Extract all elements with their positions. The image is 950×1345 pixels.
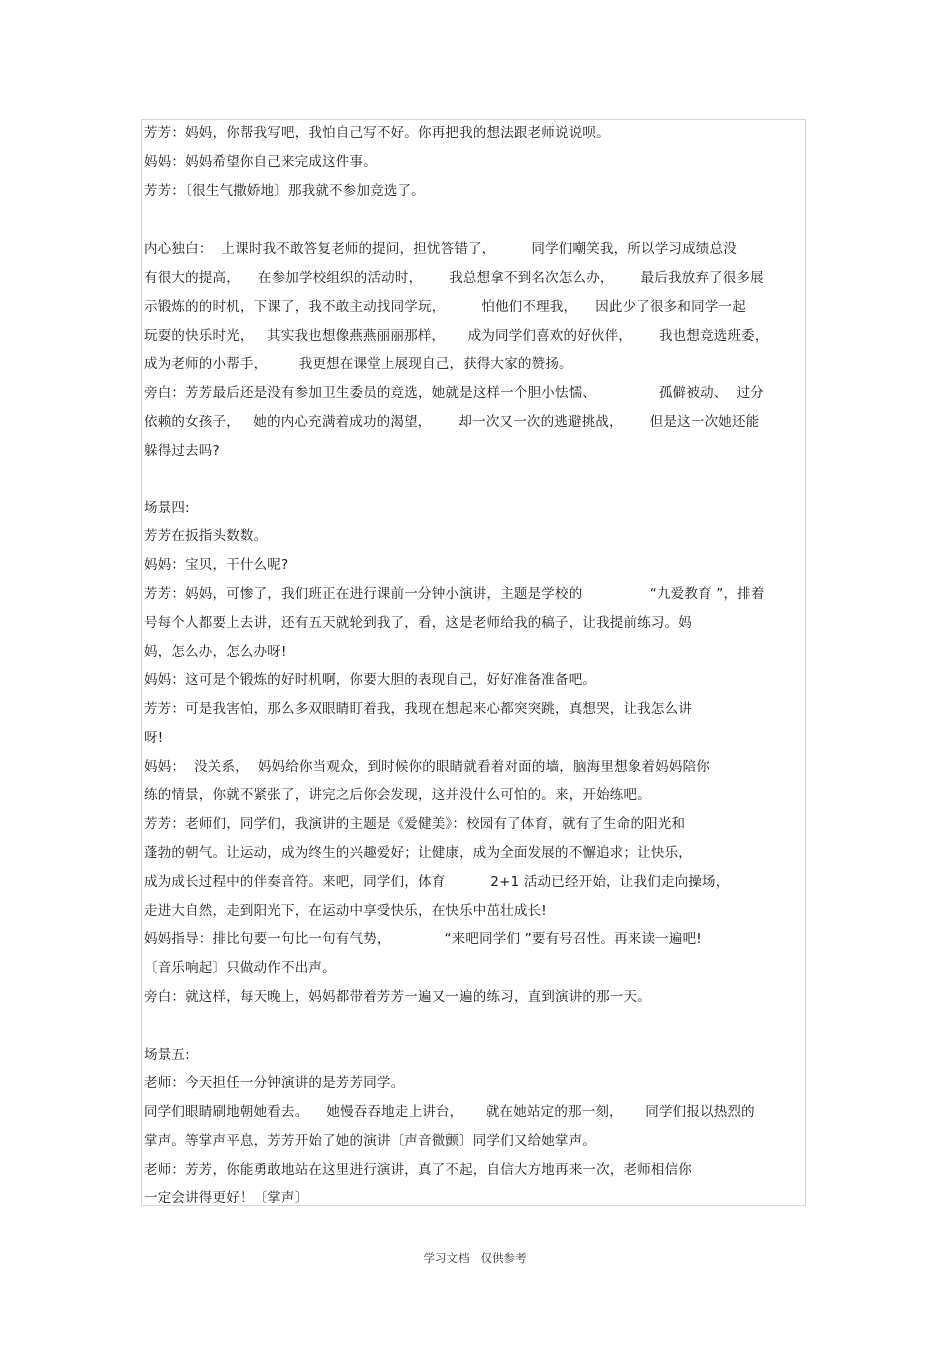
page-footer: 学习文档 仅供参考 <box>423 1251 527 1265</box>
text-line: 妈妈：宝贝，干什么呢? <box>144 557 289 573</box>
text-line: 妈妈：妈妈希望你自己来完成这件事。 <box>144 154 377 170</box>
text-line: 芳芳在扳指头数数。 <box>144 528 268 544</box>
text-line: 同学们眼睛刷地朝她看去。 她慢吞吞地走上讲台， 就在她站定的那一刻， 同学们报以热烈的 <box>144 1104 755 1120</box>
text-line: 妈，怎么办，怎么办呀! <box>144 644 287 660</box>
text-line: 芳芳：可是我害怕，那么多双眼睛盯着我，我现在想起来心都突突跳，真想哭，让我怎么讲 <box>144 701 692 717</box>
text-line: 芳芳：妈妈，可惨了，我们班正在进行课前一分钟小演讲，主题是学校的 “九爱教育 ”，排着 <box>144 586 765 602</box>
text-line: 〔音乐响起〕只做动作不出声。 <box>144 960 336 976</box>
text-line: 妈妈指导：排比句要一句比一句有气势， “来吧同学们 ”要有号召性。再来读一遍吧! <box>144 931 702 947</box>
text-line: 芳芳：老师们，同学们，我演讲的主题是《爱健美》：校园有了体育，就有了生命的阳光和 <box>144 816 686 832</box>
text-line: 依赖的女孩子， 她的内心充满着成功的渴望， 却一次又一次的逃避挑战， 但是这一次她还能 <box>144 414 760 430</box>
text-line: 妈妈：这可是个锻炼的好时机啊，你要大胆的表现自己，好好准备准备吧。 <box>144 672 597 688</box>
text-line: 成为老师的小帮手， 我更想在课堂上展现自己，获得大家的赞扬。 <box>144 356 573 372</box>
text-line: 呀! <box>144 730 164 746</box>
text-line: 号每个人都要上去讲，还有五天就轮到我了，看，这是老师给我的稿子，让我提前练习。妈 <box>144 615 692 631</box>
text-line: 示锻炼的的时机，下课了，我不敢主动找同学玩， 怕他们不理我， 因此少了很多和同学一起 <box>144 299 746 315</box>
text-line: 芳芳：〔很生气撒娇地〕那我就不参加竞选了。 <box>144 183 425 199</box>
text-line: 芳芳：妈妈，你帮我写吧，我怕自己写不好。你再把我的想法跟老师说说呗。 <box>144 125 610 141</box>
text-line: 走进大自然，走到阳光下，在运动中享受快乐，在快乐中茁壮成长! <box>144 903 547 919</box>
text-line: 练的情景，你就不紧张了，讲完之后你会发现，这并没什么可怕的。来，开始练吧。 <box>144 787 651 803</box>
text-line: 成为成长过程中的伴奏音符。来吧，同学们，体育 2+1 活动已经开始，让我们走向操场， <box>144 874 730 890</box>
text-line: 躲得过去吗? <box>144 443 220 459</box>
scene-heading: 场景四: <box>144 500 190 516</box>
text-line: 一定会讲得更好！〔掌声〕 <box>144 1190 309 1206</box>
text-line: 旁白：就这样，每天晚上，妈妈都带着芳芳一遍又一遍的练习，直到演讲的那一天。 <box>144 989 651 1005</box>
text-line: 蓬勃的朝气。让运动，成为终生的兴趣爱好；让健康，成为全面发展的不懈追求；让快乐， <box>144 845 692 861</box>
text-line: 老师：今天担任一分钟演讲的是芳芳同学。 <box>144 1075 405 1091</box>
text-line: 内心独白： 上课时我不敢答复老师的提问，担忧答错了， 同学们嘲笑我，所以学习成绩总没 <box>144 241 737 257</box>
text-line: 老师：芳芳，你能勇敢地站在这里进行演讲，真了不起，自信大方地再来一次，老师相信你 <box>144 1162 692 1178</box>
scene-heading: 场景五: <box>144 1047 190 1063</box>
text-line: 掌声。等掌声平息，芳芳开始了她的演讲〔声音微颤〕同学们又给她掌声。 <box>144 1133 597 1149</box>
text-line: 有很大的提高， 在参加学校组织的活动时， 我总想拿不到名次怎么办， 最后我放弃了很多展 <box>144 270 764 286</box>
text-line: 妈妈： 没关系， 妈妈给你当观众，到时候你的眼睛就看着对面的墙，脑海里想象着妈妈陪你 <box>144 759 710 775</box>
text-line: 旁白：芳芳最后还是没有参加卫生委员的竞选，她就是这样一个胆小怯懦、 孤僻被动、 过分 <box>144 385 764 401</box>
text-line: 玩耍的快乐时光， 其实我也想像燕燕丽丽那样， 成为同学们喜欢的好伙伴， 我也想竞选班委， <box>144 328 769 344</box>
